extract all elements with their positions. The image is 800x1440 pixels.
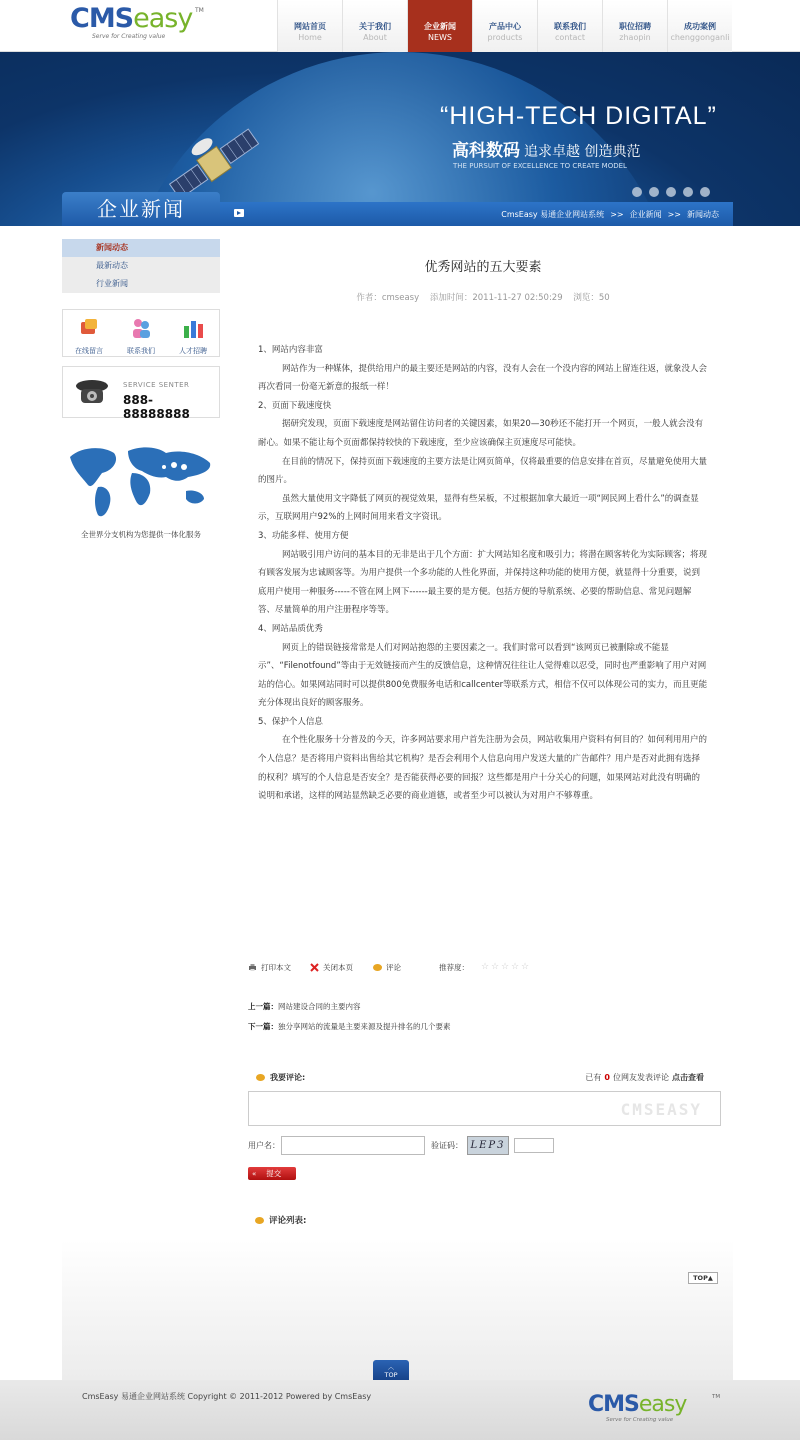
logo-tm: TM [195,7,204,14]
banner-cn-main: 高科数码 [452,141,520,161]
map-caption: 全世界分支机构为您提供一体化服务 [81,530,201,539]
comment-count-pre: 已有 [585,1073,602,1082]
nav-item-about[interactable] [342,0,407,52]
banner-cn [452,136,640,161]
quick-link-label: 在线留言 [75,347,103,355]
comment-label: 评论 [386,963,401,972]
captcha-image[interactable]: LEP3 [467,1136,509,1155]
article-paragraph: 虽然大量使用文字降低了网页的视觉效果，显得有些呆板，不过根据加拿大最近一项“网民网上看什么”的调查显示，互联网用户92%的上网时间用来看文字资讯。 [258,493,699,523]
slide-dots [632,187,710,197]
nav-item-zhaopin[interactable] [602,0,667,52]
logo-cms: CMS [70,3,134,34]
slide-dot[interactable] [632,187,642,197]
post-time: 2011-11-27 02:50:29 [472,293,563,303]
star-icon[interactable]: ☆ [481,962,490,972]
captcha-label: 验证码： [431,1141,463,1150]
comment-count: 0 [604,1073,610,1082]
nav-label-en: chenggonganli [670,33,730,42]
submit-button[interactable] [248,1167,296,1180]
slide-dot[interactable] [700,187,710,197]
article-paragraph: 据研究发现，页面下载速度是网站留住访问者的关键因素，如果20—30秒还不能打开一个网页，一般人就会没有耐心。如果不能让每个页面都保持较快的下载速度，至少应该确保主页速度尽可能快。 [258,419,704,448]
comment-header [248,1072,718,1086]
view-comments-link[interactable]: 点击查看 [672,1073,704,1082]
quick-link-label: 联系我们 [127,347,155,355]
comment-textarea[interactable] [248,1091,721,1126]
banner-title: “HIGH-TECH DIGITAL” [440,102,717,130]
prev-article[interactable] [248,1001,361,1012]
people-icon [129,316,153,340]
next-article[interactable] [248,1021,451,1032]
arrow-icon [234,209,244,217]
logo-easy: easy [638,1392,687,1417]
submit-label: 提交 [266,1169,282,1178]
nav-label-cn: 成功案例 [684,22,716,31]
close-icon [310,963,319,972]
article-subheading: 2、页面下载速度快 [258,400,332,411]
star-icon[interactable]: ☆ [491,962,500,972]
article-paragraph: 在个性化服务十分普及的今天，许多网站要求用户首先注册为会员，网站收集用户资料有何目的？如何利用用户的个人信息？是否将用户资料出售给其它机构？是否会利用个人信息向用户发送大量的广告邮件？用户是否对此拥有选择的权利？填写的个人信息是否安全？是否能获得必要的回报？这些都是用户十分关心的问题，如果网站对此没有明确的说明和承诺，这样的网站显然缺乏必要的商业道德，或者至少可以被认为对用户不够尊重。 [258,735,708,802]
main-nav [277,0,732,52]
footer-copyright: CmsEasy 易通企业网站系统 Copyright © 2011-2012 Powered by CmsEasy [82,1392,372,1401]
breadcrumb-site[interactable]: CmsEasy 易通企业网站系统 [501,210,605,219]
sidebar-item-news-dynamic[interactable]: 新闻动态 [62,239,220,257]
breadcrumb-sep: >> [667,210,681,219]
nav-label-cn: 关于我们 [359,22,391,31]
rating-label: 推荐度： [439,963,469,972]
comment-count-post: 位网友发表评论 [613,1073,669,1082]
article-paragraph: 网页上的错误链接常常是人们对网站抱怨的主要因素之一。我们时常可以看到“该网页已被删除或不能显示”、“Filenotfound”等由于无效链接而产生的反馈信息，这种情况往往让人觉得难以忍受，同时也严重影响了用户对网站的信心。如果网站同时可以提供800免费服务电话和callcenter等联系方式，相信不仅可以体现公司的实力，而且更能充分体现出良好的顾客服务。 [258,642,708,709]
article [258,250,708,806]
close-label: 关闭本页 [323,963,353,972]
logo-easy: easy [133,3,193,34]
nav-item-home[interactable] [277,0,342,52]
comment-watermark: CMSEASY [620,1100,702,1119]
breadcrumb-sep: >> [610,210,624,219]
star-icon[interactable]: ☆ [521,962,530,972]
nav-label-en: NEWS [427,33,453,42]
quick-link-label: 人才招聘 [179,347,207,355]
bar-chart-icon [181,316,205,340]
message-icon [77,316,101,340]
views-count: 50 [598,293,610,303]
prev-label: 上一篇： [248,1002,278,1011]
logo-slogan: Serve for Creating value [92,33,166,40]
time-label: 添加时间： [429,293,473,303]
breadcrumb-news[interactable]: 企业新闻 [629,210,662,219]
service-hotline [62,366,220,421]
nav-item-contact[interactable] [537,0,602,52]
top-label: TOP [693,1274,708,1282]
header [0,0,800,52]
banner-cn-sub: 追求卓越 创造典范 [524,144,641,160]
nav-label-cn: 职位招聘 [619,22,651,31]
article-paragraph: 网站作为一种媒体，提供给用户的最主要还是网站的内容，没有人会在一个没内容的网站上留连往返，就象没人会再次看同一份毫无新意的报纸一样！ [258,363,708,393]
article-meta [258,291,708,303]
username-label: 用户名： [248,1141,280,1150]
nav-item-products[interactable] [472,0,537,52]
article-paragraph: 在目前的情况下，保持页面下载速度的主要方法是让网页简单，仅将最重要的信息安排在首页，尽量避免使用大量的图片。 [258,456,708,486]
service-phone: 888-88888888 [123,393,190,421]
chevron-up-icon: ︿ [387,1363,395,1371]
nav-item-news[interactable] [407,0,472,52]
sidebar-subnav [62,239,220,293]
scroll-top-tab[interactable] [373,1360,409,1380]
article-paragraph: 网站吸引用户访问的基本目的无非是出于几个方面：扩大网站知名度和吸引力；将潜在顾客转化为实际顾客；将现有顾客发展为忠诚顾客等。为用户提供一个多功能的人性化界面，并保持这种功能的使用方便，就显得十分重要，说到底用户使用一种服务-----不管在网上网下------最主要的是方便。包括方便的导航系统、必要的帮助信息、常见问题解答、尽量简单的用户注册程序等等。 [258,549,708,616]
close-page-button[interactable] [310,962,353,973]
quick-link-contact[interactable] [116,316,166,356]
next-link[interactable]: 独分享网站的流量是主要来源及提升排名的几个要素 [278,1022,451,1031]
top-tab-label: TOP [384,1371,398,1379]
nav-label-en: Home [298,33,322,42]
double-arrow-icon: « [252,1170,257,1178]
nav-label-cn: 联系我们 [554,22,586,31]
rating [439,962,530,973]
printer-icon [248,963,257,972]
print-label: 打印本文 [261,963,291,972]
captcha-input[interactable] [514,1138,554,1153]
article-subheading: 4、网站品质优秀 [258,623,323,634]
footer-logo[interactable] [588,1392,721,1432]
rating-stars[interactable] [481,963,530,972]
comment-list-heading [255,1214,306,1226]
service-label: SERVICE SENTER [123,381,190,389]
logo-tm: TM [712,1394,721,1400]
comment-list-title: 评论列表: [269,1216,307,1226]
article-body [258,341,708,806]
quick-links [62,309,220,357]
sidebar-item-industry[interactable]: 行业新闻 [62,275,220,293]
banner-en-sub: THE PURSUIT OF EXCELLENCE TO CREATE MODEL [453,162,627,170]
quick-link-message[interactable] [64,316,114,356]
article-subheading: 1、网站内容非富 [258,345,323,355]
star-icon[interactable]: ☆ [511,962,520,972]
breadcrumb-current[interactable]: 新闻动态 [687,210,719,219]
bullet-icon [255,1217,264,1224]
site-logo[interactable] [70,4,210,44]
author: cmseasy [381,293,420,303]
telephone-icon [73,377,111,407]
sidebar-item-latest[interactable]: 最新动态 [62,257,220,275]
nav-label-en: zhaopin [619,33,651,42]
logo-slogan: Serve for Creating value [606,1417,674,1423]
logo-cms: CMS [588,1392,639,1417]
quick-link-jobs[interactable] [168,316,218,356]
nav-label-en: contact [555,33,585,42]
slide-dot[interactable] [683,187,693,197]
article-subheading: 5、保护个人信息 [258,716,323,727]
next-label: 下一篇： [248,1022,278,1031]
breadcrumb [220,202,733,226]
nav-label-cn: 网站首页 [294,22,326,31]
nav-label-cn: 产品中心 [489,22,521,31]
article-subheading: 3、功能多样、使用方便 [258,530,349,541]
comment-button[interactable] [373,962,401,973]
nav-label-en: products [487,33,523,42]
comment-heading: 我要评论: [270,1073,306,1082]
article-title: 优秀网站的五大要素 [424,260,542,275]
article-tools [248,962,728,976]
author-label: 作者： [356,293,382,303]
nav-item-cases[interactable] [667,0,732,52]
nav-label-cn: 企业新闻 [424,22,456,31]
star-icon[interactable]: ☆ [501,962,510,972]
bullet-icon [256,1074,265,1081]
slide-dot[interactable] [666,187,676,197]
views-label: 浏览： [573,293,599,303]
section-title: 企业新闻 [62,192,220,226]
nav-label-en: About [363,33,387,42]
world-map-image [62,437,220,521]
username-input[interactable] [281,1136,425,1155]
slide-dot[interactable] [649,187,659,197]
content-bottom-fade [62,1240,733,1380]
print-button[interactable] [248,962,291,973]
prev-link[interactable]: 网站建设合同的主要内容 [278,1002,361,1011]
back-to-top-button[interactable]: TOP▲ [688,1272,718,1284]
comment-icon [373,964,382,971]
comment-form [248,1136,728,1156]
